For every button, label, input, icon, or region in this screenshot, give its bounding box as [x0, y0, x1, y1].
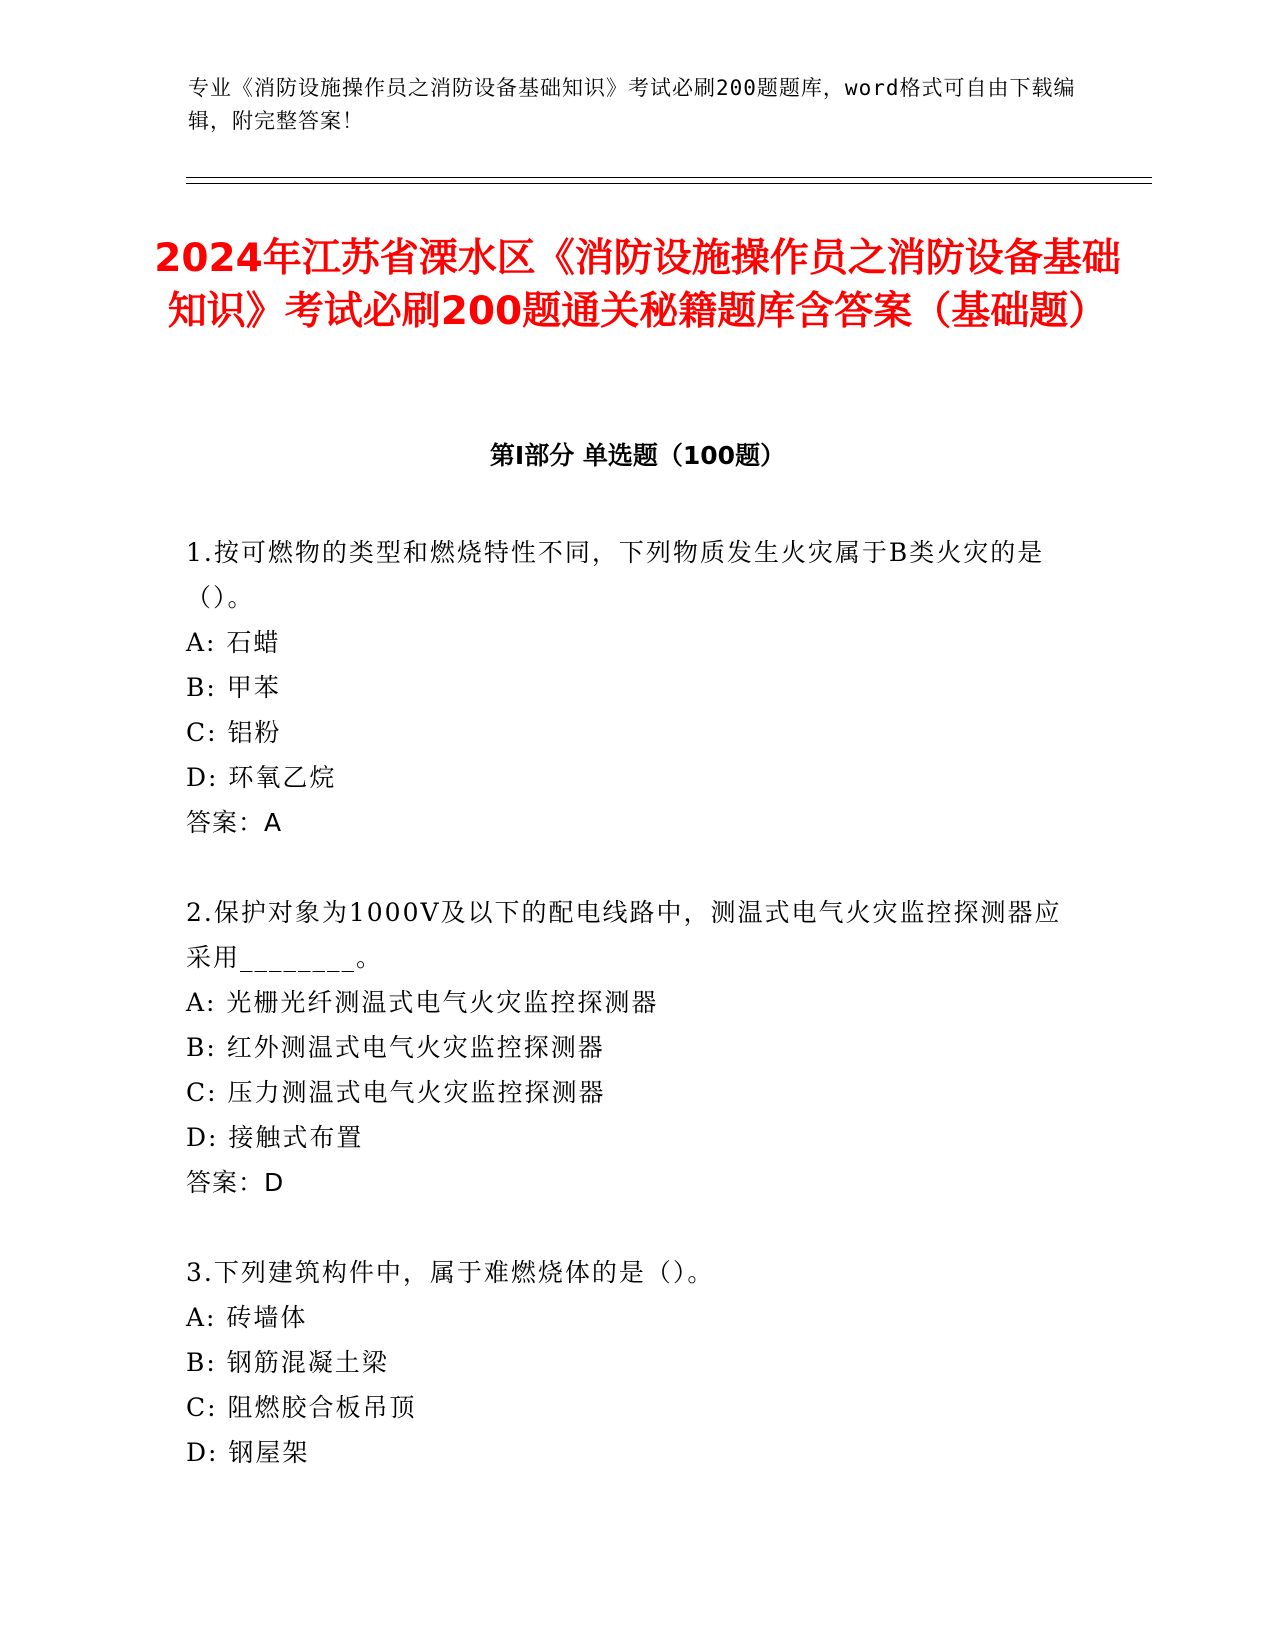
option-a: A: 光栅光纤测温式电气火灾监控探测器 — [186, 988, 659, 1017]
option-d: D: 钢屋架 — [186, 1438, 310, 1467]
header-rule-bottom — [186, 183, 1152, 184]
section-title: 第I部分 单选题（100题） — [489, 441, 786, 470]
option-c: C: 铝粉 — [186, 718, 282, 747]
question-stem: 2.保护对象为1000V及以下的配电线路中，测温式电气火灾监控探测器应采用________。 — [186, 898, 1062, 972]
option-b: B: 红外测温式电气火灾监控探测器 — [186, 1033, 605, 1062]
document-title: 2024年江苏省溧水区《消防设施操作员之消防设备基础知识》考试必刷200题通关秘籍题库含答案（基础题） — [154, 236, 1121, 334]
option-b: B: 钢筋混凝土梁 — [186, 1348, 389, 1377]
answer: 答案：D — [186, 1168, 285, 1197]
question-3 — [186, 1250, 1066, 1475]
question-list — [186, 530, 1066, 1520]
option-b: B: 甲苯 — [186, 673, 281, 702]
question-stem: 1.按可燃物的类型和燃烧特性不同，下列物质发生火灾属于B类火灾的是（）。 — [186, 538, 1045, 612]
header-rule-top — [186, 177, 1152, 178]
question-stem: 3.下列建筑构件中，属于难燃烧体的是（）。 — [186, 1258, 715, 1287]
option-d: D: 环氧乙烷 — [186, 763, 337, 792]
question-2 — [186, 890, 1066, 1205]
header-note: 专业《消防设施操作员之消防设备基础知识》考试必刷200题题库，word格式可自由下载编辑，附完整答案！ — [188, 76, 1076, 133]
option-d: D: 接触式布置 — [186, 1123, 364, 1152]
answer: 答案：A — [186, 808, 283, 837]
question-1 — [186, 530, 1066, 845]
option-a: A: 石蜡 — [186, 628, 281, 657]
option-a: A: 砖墙体 — [186, 1303, 308, 1332]
option-c: C: 阻燃胶合板吊顶 — [186, 1393, 417, 1422]
option-c: C: 压力测温式电气火灾监控探测器 — [186, 1078, 606, 1107]
